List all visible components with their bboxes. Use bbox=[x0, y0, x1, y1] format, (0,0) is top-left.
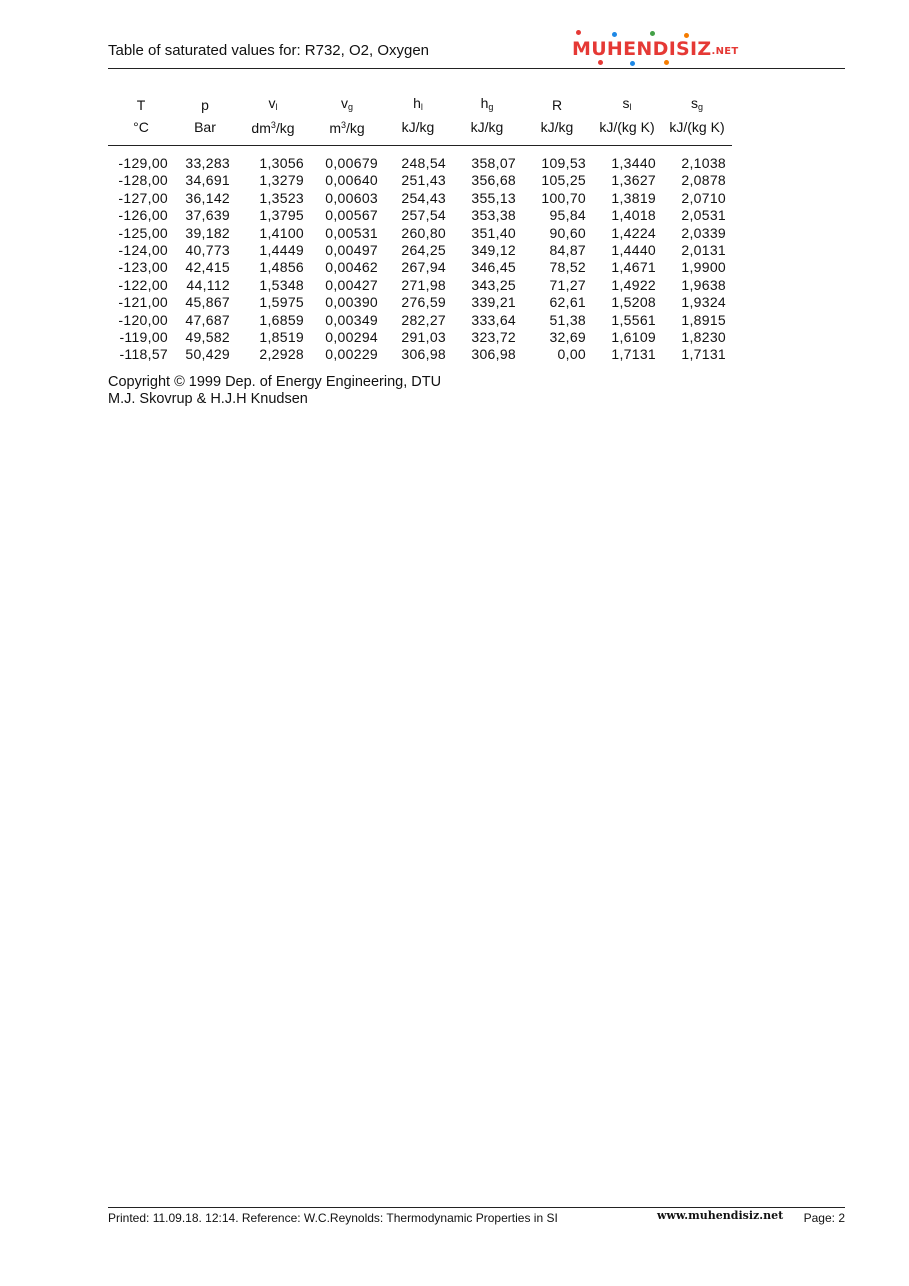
table-cell: 109,53 bbox=[541, 155, 586, 171]
col-unit-T: °C bbox=[108, 116, 174, 146]
table-cell: 1,9900 bbox=[681, 259, 726, 276]
table-cell: -120,00 bbox=[118, 311, 168, 328]
table-row bbox=[108, 259, 732, 276]
logo-decoration-icon bbox=[650, 31, 655, 36]
table-cell: 100,70 bbox=[541, 189, 586, 206]
table-cell: 0,00294 bbox=[325, 329, 378, 346]
col-symbol-vl: $v_l$ bbox=[268, 95, 278, 112]
table-cell: 1,5348 bbox=[259, 276, 304, 293]
table-cell: 32,69 bbox=[549, 329, 586, 346]
saturation-table bbox=[108, 94, 732, 364]
table-cell: 0,00 bbox=[557, 346, 586, 363]
table-cell: 1,9324 bbox=[681, 294, 726, 311]
table-cell: 1,3819 bbox=[611, 189, 656, 206]
table-cell: 291,03 bbox=[401, 329, 446, 346]
table-cell: -128,00 bbox=[118, 172, 168, 189]
table-cell: 37,639 bbox=[185, 207, 230, 224]
table-cell: 1,4440 bbox=[611, 242, 656, 259]
table-cell: 0,00640 bbox=[325, 172, 378, 189]
table-cell: 0,00603 bbox=[325, 189, 378, 206]
logo-wordmark bbox=[572, 38, 739, 60]
table-cell: 306,98 bbox=[401, 346, 446, 363]
col-symbol-R: R bbox=[551, 97, 563, 113]
table-cell: -121,00 bbox=[118, 294, 168, 311]
table-row bbox=[108, 294, 732, 311]
copyright-line: Copyright © 1999 Dep. of Energy Engineering, DTU bbox=[108, 374, 442, 390]
col-symbol-vg: $v_g$ bbox=[340, 95, 353, 112]
table-row bbox=[108, 207, 732, 224]
table-cell: 78,52 bbox=[549, 259, 586, 276]
logo-decoration-icon bbox=[598, 60, 603, 65]
table-cell: 1,3440 bbox=[611, 155, 656, 171]
table-cell: 1,5561 bbox=[611, 311, 656, 328]
table-cell: 2,0131 bbox=[681, 242, 726, 259]
document-title: Table of saturated values for: R732, O2, Oxygen bbox=[108, 42, 430, 59]
table-cell: 1,7131 bbox=[611, 346, 656, 363]
table-cell: 257,54 bbox=[401, 207, 446, 224]
table-cell: 36,142 bbox=[185, 189, 230, 206]
col-symbol-hl: $h_l$ bbox=[413, 95, 423, 112]
table-cell: -125,00 bbox=[118, 224, 168, 241]
table-cell: 1,3279 bbox=[259, 172, 304, 189]
copyright-notice bbox=[108, 374, 441, 408]
col-symbol-sg: $s_g$ bbox=[690, 95, 703, 112]
col-unit-sg: kJ/(kg K) bbox=[662, 116, 732, 146]
table-cell: -123,00 bbox=[118, 259, 168, 276]
table-cell: -129,00 bbox=[118, 155, 168, 171]
col-symbol-p: p bbox=[201, 97, 209, 113]
table-cell: 356,68 bbox=[471, 172, 516, 189]
col-symbol-hg: $h_g$ bbox=[480, 95, 494, 112]
table-cell: 2,2928 bbox=[259, 346, 304, 363]
logo-suffix: .NET bbox=[711, 46, 739, 57]
table-cell: 44,112 bbox=[186, 276, 230, 293]
table-cell: 49,582 bbox=[185, 329, 230, 346]
table-cell: 358,07 bbox=[471, 155, 516, 171]
table-cell: 346,45 bbox=[471, 259, 516, 276]
table-cell: 51,38 bbox=[549, 311, 586, 328]
saturation-table-container bbox=[108, 94, 732, 364]
table-cell: 1,6859 bbox=[259, 311, 304, 328]
table-cell: 90,60 bbox=[549, 224, 586, 241]
table-cell: 0,00567 bbox=[325, 207, 378, 224]
table-cell: 1,8915 bbox=[681, 311, 726, 328]
table-cell: 39,182 bbox=[185, 224, 230, 241]
table-cell: 33,283 bbox=[185, 155, 230, 171]
col-unit-p: Bar bbox=[174, 116, 236, 146]
table-cell: 260,80 bbox=[401, 224, 446, 241]
table-cell: 84,87 bbox=[549, 242, 586, 259]
header-divider bbox=[108, 68, 845, 69]
table-cell: 323,72 bbox=[471, 329, 516, 346]
table-cell: 343,25 bbox=[471, 276, 516, 293]
table-cell: -118,57 bbox=[119, 346, 168, 363]
table-cell: 0,00390 bbox=[325, 294, 378, 311]
logo-decoration-icon bbox=[576, 30, 581, 35]
table-cell: 1,3795 bbox=[259, 207, 304, 224]
header-symbols-row bbox=[108, 94, 732, 116]
table-cell: 71,27 bbox=[549, 276, 586, 293]
logo-decoration-icon bbox=[664, 60, 669, 65]
table-cell: 1,3056 bbox=[259, 155, 304, 171]
table-cell: 1,9638 bbox=[681, 276, 726, 293]
table-cell: 1,4922 bbox=[611, 276, 656, 293]
table-cell: 50,429 bbox=[185, 346, 230, 363]
table-row bbox=[108, 312, 732, 329]
table-cell: -124,00 bbox=[118, 242, 168, 259]
table-cell: -126,00 bbox=[118, 207, 168, 224]
table-cell: 2,0531 bbox=[681, 207, 726, 224]
table-row bbox=[108, 329, 732, 346]
logo-main: MUHENDISIZ bbox=[572, 38, 712, 60]
table-cell: 0,00427 bbox=[325, 276, 378, 293]
table-cell: 1,5975 bbox=[259, 294, 304, 311]
table-cell: 2,0710 bbox=[681, 189, 726, 206]
table-row bbox=[108, 225, 732, 242]
table-cell: -127,00 bbox=[118, 189, 168, 206]
table-cell: 105,25 bbox=[541, 172, 586, 189]
table-cell: 2,0878 bbox=[681, 172, 726, 189]
table-cell: 248,54 bbox=[401, 155, 446, 171]
table-cell: 0,00679 bbox=[325, 155, 378, 171]
table-cell: 282,27 bbox=[401, 311, 446, 328]
table-cell: 254,43 bbox=[401, 189, 446, 206]
table-cell: 45,867 bbox=[185, 294, 230, 311]
col-unit-hl: kJ/kg bbox=[384, 116, 452, 146]
table-cell: 1,4671 bbox=[611, 259, 656, 276]
table-cell: 276,59 bbox=[401, 294, 446, 311]
table-cell: 47,687 bbox=[185, 311, 230, 328]
table-row bbox=[108, 242, 732, 259]
site-logo bbox=[572, 30, 739, 66]
table-row bbox=[108, 190, 732, 207]
table-cell: -119,00 bbox=[119, 329, 168, 346]
table-cell: 1,5208 bbox=[611, 294, 656, 311]
col-unit-sl: kJ/(kg K) bbox=[592, 116, 662, 146]
table-cell: 2,1038 bbox=[681, 155, 726, 171]
col-symbol-T: T bbox=[136, 97, 146, 113]
logo-decoration-icon bbox=[630, 61, 635, 66]
col-unit-R: kJ/kg bbox=[522, 116, 592, 146]
col-unit-vl: $dm^3/kg$ bbox=[236, 116, 310, 146]
table-cell: 1,3523 bbox=[259, 189, 304, 206]
table-cell: 1,8230 bbox=[681, 329, 726, 346]
table-cell: 1,8519 bbox=[259, 329, 304, 346]
table-cell: 251,43 bbox=[401, 172, 446, 189]
table-cell: 264,25 bbox=[401, 242, 446, 259]
page-number: Page: 2 bbox=[803, 1211, 845, 1225]
table-cell: 42,415 bbox=[185, 259, 230, 276]
table-cell: 271,98 bbox=[401, 276, 446, 293]
table-cell: 355,13 bbox=[471, 189, 516, 206]
table-cell: 0,00229 bbox=[325, 346, 378, 363]
table-body bbox=[108, 146, 732, 364]
table-row bbox=[108, 346, 732, 363]
logo-decoration-icon bbox=[612, 32, 617, 37]
table-cell: 1,7131 bbox=[681, 346, 726, 363]
table-cell: 0,00462 bbox=[325, 259, 378, 276]
table-row bbox=[108, 146, 732, 173]
table-cell: 351,40 bbox=[471, 224, 516, 241]
table-cell: 2,0339 bbox=[681, 224, 726, 241]
table-cell: -122,00 bbox=[118, 276, 168, 293]
header-units-row bbox=[108, 116, 732, 146]
table-cell: 95,84 bbox=[549, 207, 586, 224]
table-row bbox=[108, 172, 732, 189]
footer-printed-reference: Printed: 11.09.18. 12:14. Reference: W.C.Reynolds: Thermodynamic Properties in SI bbox=[108, 1211, 558, 1225]
table-cell: 1,4018 bbox=[611, 207, 656, 224]
table-cell: 62,61 bbox=[549, 294, 586, 311]
table-cell: 1,4856 bbox=[259, 259, 304, 276]
table-cell: 1,4224 bbox=[611, 224, 656, 241]
table-row bbox=[108, 277, 732, 294]
table-cell: 306,98 bbox=[471, 346, 516, 363]
table-cell: 1,3627 bbox=[611, 172, 656, 189]
footer-website: www.muhendisiz.net bbox=[657, 1209, 784, 1222]
table-cell: 353,38 bbox=[471, 207, 516, 224]
col-symbol-sl: $s_l$ bbox=[622, 95, 632, 112]
col-unit-vg: $m^3/kg$ bbox=[310, 116, 384, 146]
col-unit-hg: kJ/kg bbox=[452, 116, 522, 146]
table-cell: 0,00531 bbox=[325, 224, 378, 241]
table-cell: 40,773 bbox=[185, 242, 230, 259]
table-cell: 1,4449 bbox=[259, 242, 304, 259]
table-cell: 333,64 bbox=[471, 311, 516, 328]
table-cell: 339,21 bbox=[471, 294, 516, 311]
authors-line: M.J. Skovrup & H.J.H Knudsen bbox=[108, 391, 308, 407]
table-cell: 349,12 bbox=[471, 242, 516, 259]
table-cell: 0,00349 bbox=[325, 311, 378, 328]
table-cell: 34,691 bbox=[185, 172, 230, 189]
table-cell: 1,6109 bbox=[611, 329, 656, 346]
footer-divider bbox=[108, 1207, 845, 1208]
table-cell: 267,94 bbox=[401, 259, 446, 276]
table-cell: 1,4100 bbox=[259, 224, 304, 241]
table-cell: 0,00497 bbox=[325, 242, 378, 259]
